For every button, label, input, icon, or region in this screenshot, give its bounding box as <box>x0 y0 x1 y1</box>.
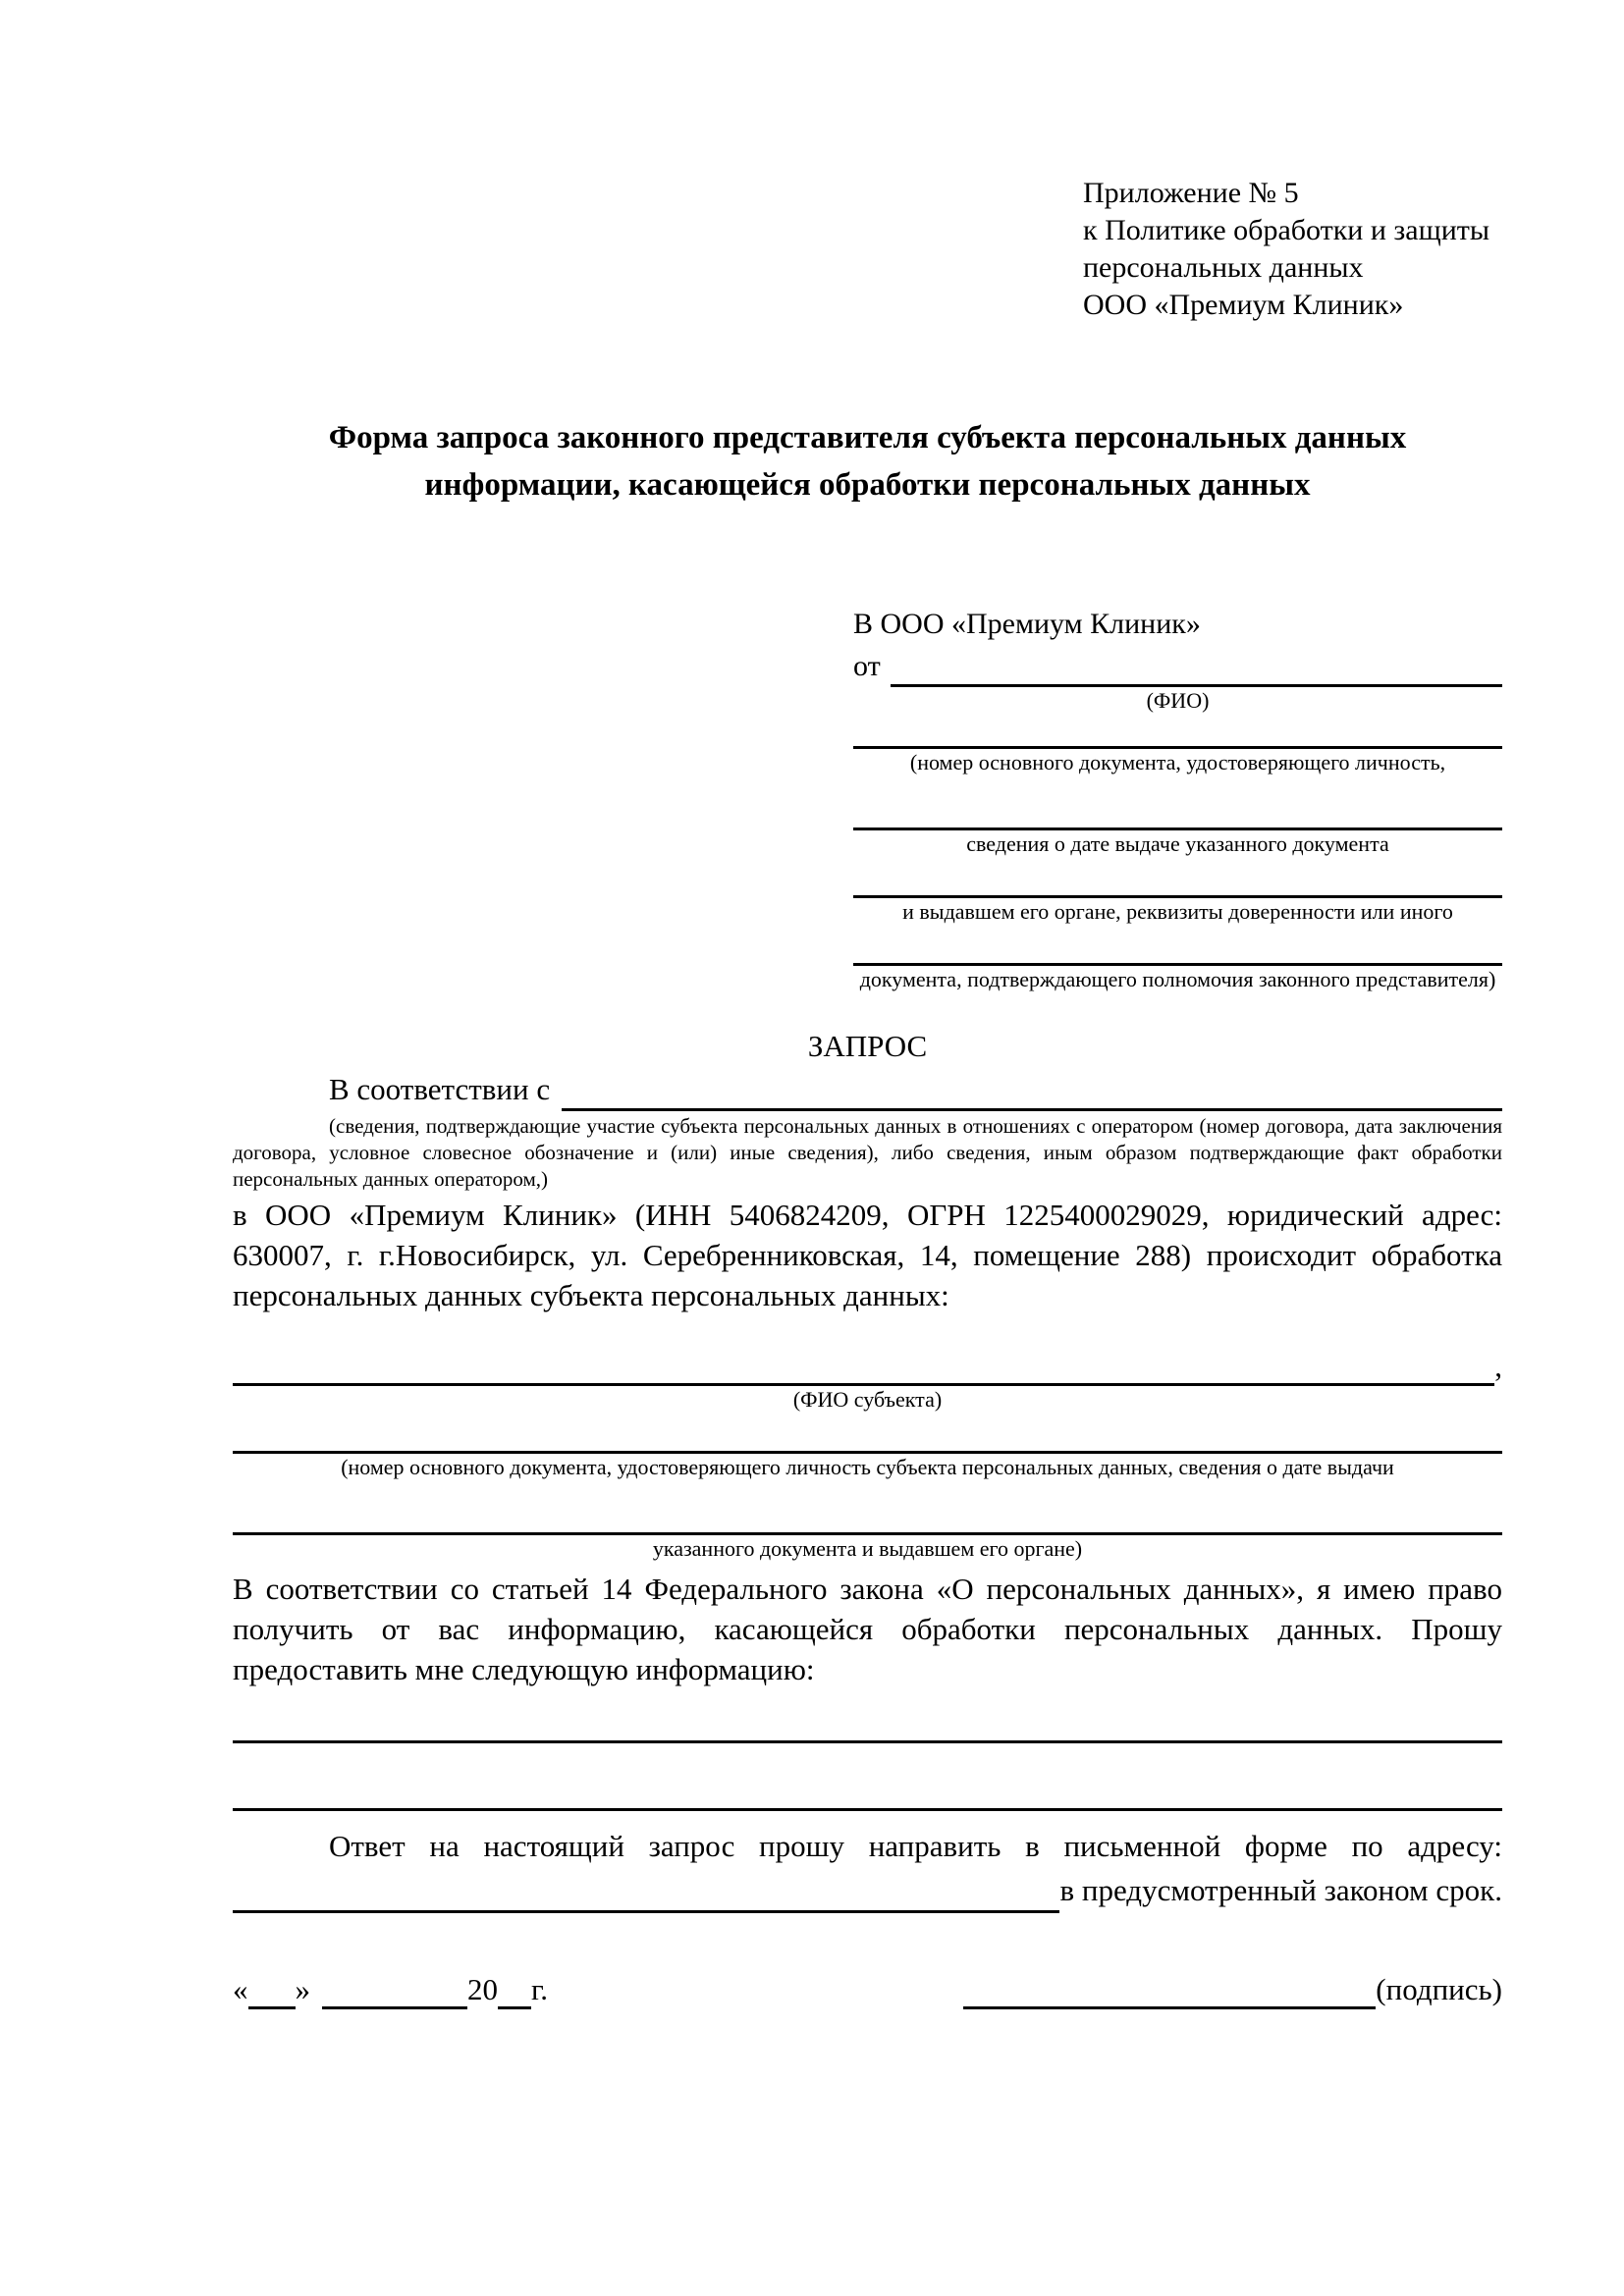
document-number-caption: (номер основного документа, удостоверяющего личность, <box>909 750 1446 774</box>
blank-issuing-authority-line <box>853 878 1502 898</box>
subject-document-caption-2: указанного документа и выдавшем его органе) <box>652 1536 1083 1561</box>
page-title-line-1: Форма запроса законного представителя субъекта персональных данных <box>328 420 1407 455</box>
from-row <box>853 645 1502 687</box>
addressee-block <box>853 603 1502 993</box>
document-content <box>233 0 1502 2009</box>
blank-address-line <box>233 1875 1059 1913</box>
answer-line-2-suffix: в предусмотренный законом срок. <box>1059 1873 1502 1907</box>
blank-year-line <box>498 1979 531 2009</box>
issuing-authority-caption: и выдавшем его органе, реквизиты доверенности или иного <box>902 899 1453 924</box>
signature-caption: (подпись) <box>1376 1972 1502 2006</box>
date-open-quote: « <box>233 1972 248 2006</box>
blank-month-line <box>322 1979 467 2009</box>
appendix-line-4: ООО «Премиум Клиник» <box>1083 289 1404 321</box>
blank-info-line-1 <box>233 1740 1502 1743</box>
subject-fio-row <box>233 1347 1502 1386</box>
from-label: от <box>853 650 881 682</box>
answer-paragraph-line-1: Ответ на настоящий запрос прошу направить в письменной форме по адресу: <box>329 1829 1502 1863</box>
blank-signature-line <box>963 1979 1376 2009</box>
opening-row <box>233 1068 1502 1111</box>
page-title-line-2: информации, касающейся обработки персональных данных <box>424 467 1311 503</box>
subject-fio-comma: , <box>1494 1349 1502 1383</box>
blank-basis-line <box>562 1075 1502 1111</box>
appendix-block <box>1083 175 1502 324</box>
blank-subject-document-line-2 <box>233 1515 1502 1535</box>
basis-note: (сведения, подтверждающие участие субъекта персональных данных в отношениях с оператором (номер договора, дата заключения договора, условное словесное обозначение и (или) иные сведения), либо сведения, иным образом подтверждающие факт обработки персональных данных оператором,) <box>233 1114 1502 1191</box>
law-paragraph: В соответствии со статьей 14 Федерального закона «О персональных данных», я имею право получить от вас информацию, касающейся обработки персональных данных. Прошу предоставить мне следующую информацию: <box>233 1572 1502 1686</box>
power-of-attorney-caption: документа, подтверждающего полномочия законного представителя) <box>859 967 1496 991</box>
page-title <box>233 414 1502 508</box>
subject-fio-caption: (ФИО субъекта) <box>792 1387 943 1412</box>
addressee-to: В ООО «Премиум Клиник» <box>853 608 1201 640</box>
year-suffix: г. <box>531 1972 548 2006</box>
request-heading: ЗАПРОС <box>807 1029 928 1063</box>
opening-label: В соответствии с <box>329 1072 551 1106</box>
blank-document-number-line <box>853 728 1502 749</box>
issue-date-caption: сведения о дате выдаче указанного документа <box>966 831 1389 856</box>
blank-fio-line <box>891 653 1502 687</box>
subject-document-caption-1: (номер основного документа, удостоверяющего личность субъекта персональных данных, сведения о дате выдачи <box>341 1455 1394 1479</box>
date-close-quote: » <box>295 1972 310 2006</box>
year-prefix: 20 <box>467 1972 498 2006</box>
blank-power-of-attorney-line <box>853 945 1502 966</box>
appendix-line-2: к Политике обработки и защиты <box>1083 214 1490 246</box>
blank-subject-fio-line <box>233 1348 1494 1386</box>
blank-issue-date-line <box>853 810 1502 830</box>
appendix-line-1: Приложение № 5 <box>1083 177 1299 209</box>
date-line <box>233 1970 548 2009</box>
answer-paragraph-line-2 <box>233 1868 1502 1913</box>
fio-caption: (ФИО) <box>1146 688 1210 713</box>
appendix-line-3: персональных данных <box>1083 251 1364 284</box>
signature-line <box>963 1970 1502 2009</box>
blank-info-line-2 <box>233 1808 1502 1811</box>
operator-paragraph: в ООО «Премиум Клиник» (ИНН 5406824209, ОГРН 1225400029029, юридический адрес: 630007, г. г.Новосибирск, ул. Серебренниковская, 14, помещение 288) происходит обработка персональных данных субъекта персональных данных: <box>233 1198 1502 1312</box>
blank-subject-document-line <box>233 1433 1502 1454</box>
blank-day-line <box>248 1979 296 2009</box>
footer-row <box>233 1970 1502 2009</box>
